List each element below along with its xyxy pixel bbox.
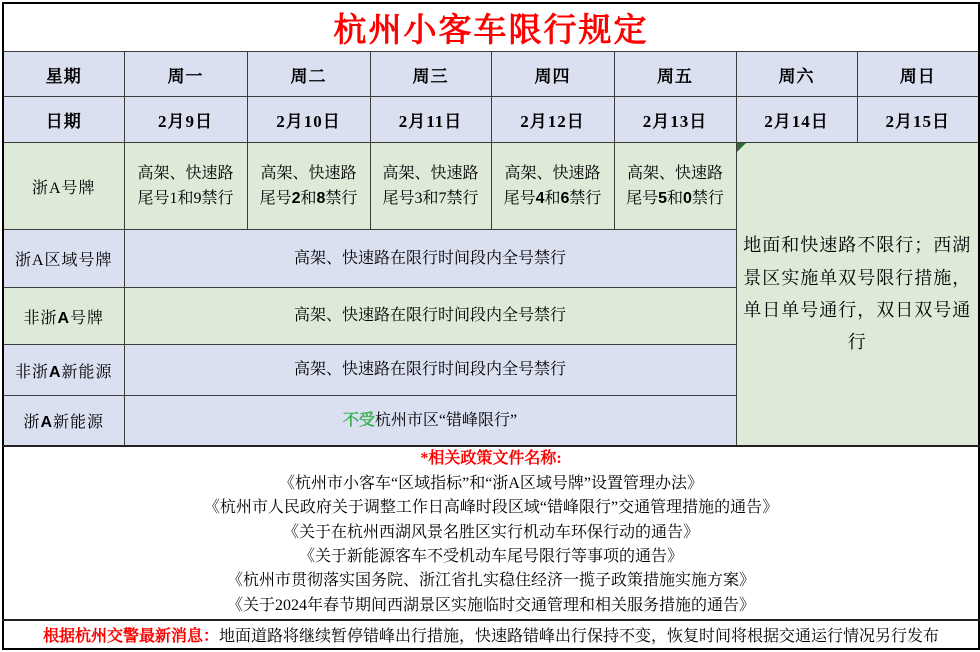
exempt-highlight: 不受 — [342, 411, 375, 429]
policy-item: 《关于2024年春节期间西湖景区实施临时交通管理和相关服务措施的通告》 — [226, 596, 755, 614]
restriction-line1: 高架、快速路 — [382, 164, 479, 182]
restriction-zhe-a-region: 高架、快速路在限行时间段内全号禁行 — [124, 230, 736, 288]
date-tue: 2月10日 — [247, 97, 370, 143]
restriction-table — [2, 2, 980, 650]
date-sun: 2月15日 — [857, 97, 979, 143]
date-mon: 2月9日 — [124, 97, 247, 143]
header-day-tue: 周二 — [247, 52, 370, 97]
header-day-sat: 周六 — [736, 52, 857, 97]
header-day-mon: 周一 — [124, 52, 247, 97]
policy-heading: *相关政策文件名称: — [420, 450, 562, 468]
policy-item: 《杭州市小客车“区域指标”和“浙A区域号牌”设置管理办法》 — [279, 474, 703, 492]
header-day-wed: 周三 — [370, 52, 491, 97]
notice-lead: 根据杭州交警最新消息： — [42, 627, 219, 645]
restriction-zhe-a-nev — [124, 396, 736, 446]
header-week-label: 星期 — [3, 52, 124, 97]
restriction-non-zhe-a-nev: 高架、快速路在限行时间段内全号禁行 — [124, 345, 736, 396]
notice-body: 地面道路将继续暂停错峰出行措施，快速路错峰出行保持不变，恢复时间将根据交通运行情况另行发布 — [219, 627, 940, 645]
policy-item: 《杭州市人民政府关于调整工作日高峰时段区域“错峰限行”交通管理措施的通告》 — [203, 499, 779, 517]
date-sat: 2月14日 — [736, 97, 857, 143]
weekend-note-text: 地面和快速路不限行；西湖景区实施单双号限行措施，单日单号通行，双日双号通行 — [743, 235, 972, 353]
restriction-line2: 尾号3和7禁行 — [382, 190, 479, 208]
policy-item: 《关于新能源客车不受机动车尾号限行等事项的通告》 — [298, 548, 683, 566]
date-fri: 2月13日 — [614, 97, 736, 143]
date-row-label: 日期 — [3, 97, 124, 143]
header-day-thu: 周四 — [491, 52, 614, 97]
policy-section — [3, 446, 979, 620]
restriction-zhe-a-fri — [614, 143, 736, 230]
label-text: 号牌 — [61, 179, 96, 197]
restriction-zhe-a-tue — [247, 143, 370, 230]
exempt-rest: 杭州市区“错峰限行” — [374, 411, 518, 429]
date-thu: 2月12日 — [491, 97, 614, 143]
page-title: 杭州小客车限行规定 — [3, 3, 979, 52]
label-non-zhe-a-nev: 非浙A新能源 — [3, 345, 124, 396]
label-zhe-a-nev: 浙A新能源 — [3, 396, 124, 446]
restriction-line2: 尾号2和8禁行 — [259, 190, 358, 208]
label-non-zhe-a: 非浙A号牌 — [3, 288, 124, 345]
policy-item: 《杭州市贯彻落实国务院、浙江省扎实稳住经济一揽子政策措施实施方案》 — [226, 572, 755, 590]
restriction-line1: 高架、快速路 — [137, 164, 234, 182]
restriction-zhe-a-thu — [491, 143, 614, 230]
restriction-zhe-a-wed — [370, 143, 491, 230]
restriction-line2: 尾号4和6禁行 — [503, 190, 602, 208]
policy-item: 《关于在杭州西湖风景名胜区实行机动车环保行动的通告》 — [282, 523, 699, 541]
label-zhe-a — [3, 143, 124, 230]
restriction-line2: 尾号5和0禁行 — [626, 190, 724, 208]
restriction-non-zhe-a: 高架、快速路在限行时间段内全号禁行 — [124, 288, 736, 345]
restriction-zhe-a-mon — [124, 143, 247, 230]
restriction-line2: 尾号1和9禁行 — [137, 190, 234, 208]
restriction-line1: 高架、快速路 — [504, 164, 601, 182]
label-text: A — [48, 179, 62, 197]
restriction-line1: 高架、快速路 — [626, 164, 723, 182]
weekend-note-cell — [736, 143, 979, 446]
restriction-line1: 高架、快速路 — [260, 164, 357, 182]
cell-corner-marker — [737, 143, 746, 152]
notice-bar — [3, 620, 979, 649]
date-wed: 2月11日 — [370, 97, 491, 143]
header-day-fri: 周五 — [614, 52, 736, 97]
label-text: 浙 — [31, 179, 49, 197]
header-day-sun: 周日 — [857, 52, 979, 97]
label-zhe-a-region: 浙A区域号牌 — [3, 230, 124, 288]
